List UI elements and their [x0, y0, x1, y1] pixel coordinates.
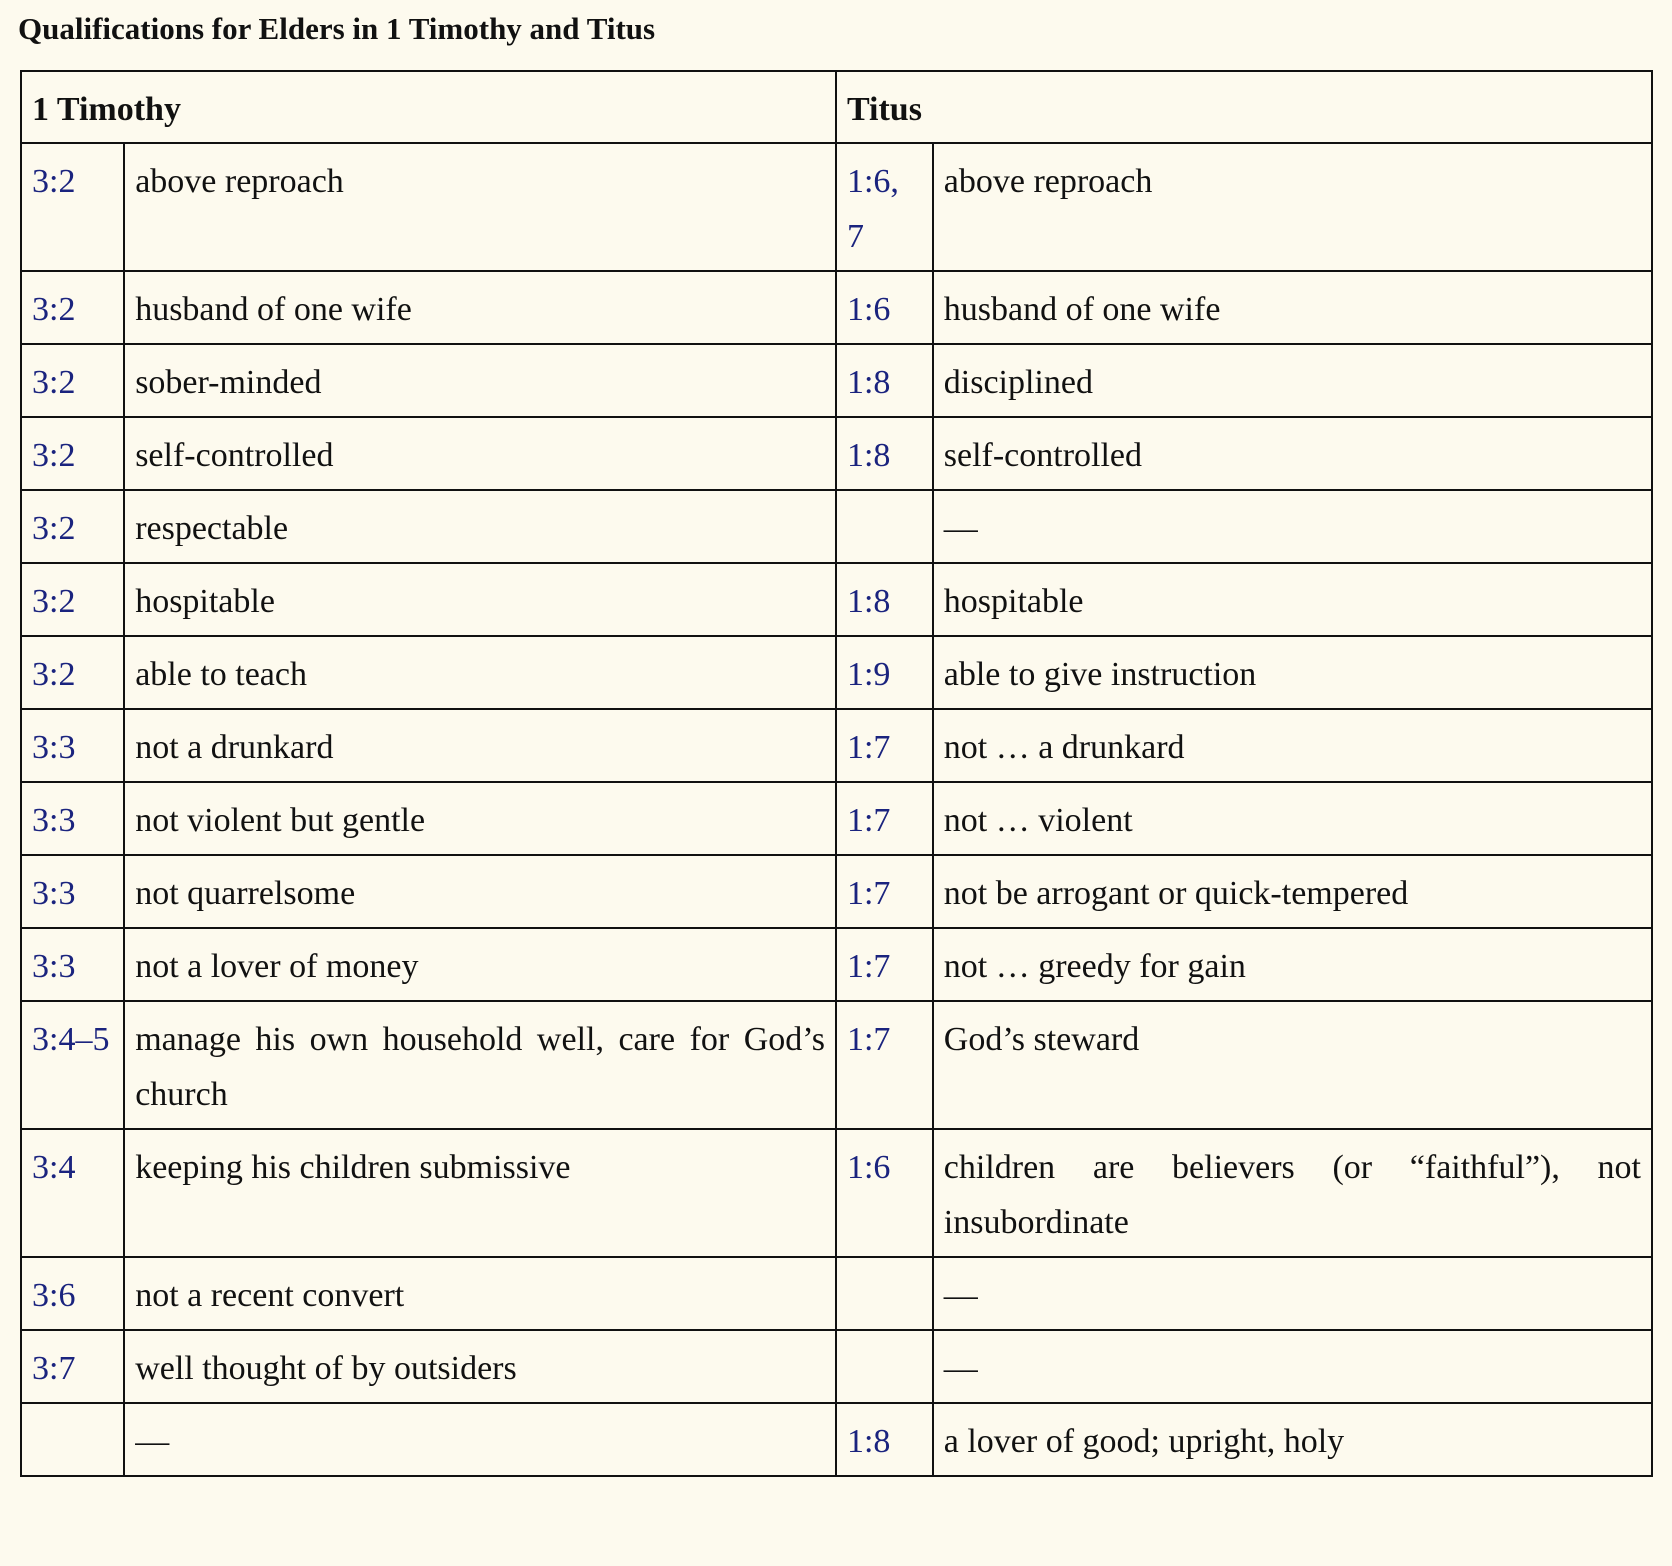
titus-ref-cell: [836, 1129, 933, 1257]
timothy-qualification-cell: keeping his children submissive: [124, 1129, 836, 1257]
timothy-ref-cell: [21, 143, 124, 271]
table-row: [21, 143, 1652, 271]
timothy-ref-cell: [21, 1330, 124, 1403]
timothy-qualification-cell: able to teach: [124, 636, 836, 709]
titus-qualification-cell: hospitable: [933, 563, 1652, 636]
titus-qualification-cell: —: [933, 490, 1652, 563]
titus-ref-cell: [836, 1403, 933, 1476]
timothy-ref-cell: [21, 344, 124, 417]
table-row: [21, 782, 1652, 855]
verse-reference-link[interactable]: 1:8: [846, 364, 891, 401]
verse-reference-link[interactable]: 3:2: [32, 656, 76, 693]
titus-qualification-cell: —: [933, 1330, 1652, 1403]
titus-qualification-cell: not … violent: [933, 782, 1652, 855]
timothy-qualification-cell: above reproach: [124, 143, 836, 271]
verse-reference-link[interactable]: 1:7: [846, 802, 891, 839]
timothy-qualification-cell: not violent but gentle: [124, 782, 836, 855]
timothy-qualification-cell: hospitable: [124, 563, 836, 636]
timothy-qualification-cell: not a recent convert: [124, 1257, 836, 1330]
table-row: [21, 1129, 1652, 1257]
verse-reference-link[interactable]: 1:8: [846, 437, 891, 474]
verse-reference-link[interactable]: 3:2: [32, 510, 76, 547]
timothy-ref-cell: [21, 1403, 124, 1476]
timothy-ref-cell: [21, 417, 124, 490]
verse-reference-link[interactable]: 3:2: [32, 583, 76, 620]
timothy-qualification-cell: not quarrelsome: [124, 855, 836, 928]
titus-qualification-cell: —: [933, 1257, 1652, 1330]
verse-reference-link[interactable]: 1:7: [846, 948, 891, 985]
timothy-qualification-cell: not a drunkard: [124, 709, 836, 782]
verse-reference-link[interactable]: 3:4–5: [32, 1021, 110, 1058]
timothy-qualification-cell: not a lover of money: [124, 928, 836, 1001]
titus-ref-cell: [836, 1257, 933, 1330]
titus-ref-cell: [836, 855, 933, 928]
titus-qualification-cell: not … greedy for gain: [933, 928, 1652, 1001]
verse-reference-link[interactable]: 3:4: [32, 1149, 76, 1186]
verse-reference-link[interactable]: 3:3: [32, 802, 76, 839]
table-row: [21, 855, 1652, 928]
verse-reference-link[interactable]: 1:8: [846, 583, 891, 620]
timothy-ref-cell: [21, 1001, 124, 1129]
table-body: [21, 143, 1652, 1476]
verse-reference-link[interactable]: 3:6: [32, 1277, 76, 1314]
timothy-ref-cell: [21, 782, 124, 855]
titus-qualification-cell: children are believers (or “faithful”), not insubordinate: [933, 1129, 1652, 1257]
timothy-qualification-cell: respectable: [124, 490, 836, 563]
verse-reference-link[interactable]: 1:6, 7: [846, 163, 899, 255]
titus-qualification-cell: disciplined: [933, 344, 1652, 417]
verse-reference-link[interactable]: 3:3: [32, 948, 76, 985]
verse-reference-link[interactable]: 1:9: [846, 656, 891, 693]
titus-ref-cell: [836, 928, 933, 1001]
verse-reference-link[interactable]: 3:7: [32, 1350, 76, 1387]
table-caption: Qualifications for Elders in 1 Timothy and Titus: [18, 11, 656, 46]
timothy-ref-cell: [21, 1129, 124, 1257]
verse-reference-link[interactable]: 1:6: [846, 1149, 891, 1186]
verse-reference-link[interactable]: 1:7: [846, 729, 891, 766]
table-row: [21, 1001, 1652, 1129]
titus-ref-cell: [836, 782, 933, 855]
titus-ref-cell: [836, 709, 933, 782]
titus-ref-cell: [836, 417, 933, 490]
verse-reference-link[interactable]: 1:7: [846, 875, 891, 912]
titus-ref-cell: [836, 563, 933, 636]
verse-reference-link[interactable]: 3:2: [32, 163, 76, 200]
verse-reference-link[interactable]: 3:3: [32, 875, 76, 912]
titus-ref-cell: [836, 143, 933, 271]
verse-reference-link[interactable]: 1:6: [846, 291, 891, 328]
verse-reference-link[interactable]: 1:7: [846, 1021, 891, 1058]
verse-reference-link[interactable]: 3:2: [32, 291, 76, 328]
timothy-ref-cell: [21, 709, 124, 782]
titus-ref-cell: [836, 344, 933, 417]
titus-ref-cell: [836, 490, 933, 563]
table-row: [21, 344, 1652, 417]
titus-qualification-cell: not … a drunkard: [933, 709, 1652, 782]
header-row: [21, 71, 1652, 143]
timothy-qualification-cell: well thought of by outsiders: [124, 1330, 836, 1403]
titus-qualification-cell: a lover of good; upright, holy: [933, 1403, 1652, 1476]
table-row: [21, 563, 1652, 636]
table-row: [21, 636, 1652, 709]
timothy-ref-cell: [21, 636, 124, 709]
titus-ref-cell: [836, 1001, 933, 1129]
timothy-qualification-cell: sober-minded: [124, 344, 836, 417]
table-row: [21, 709, 1652, 782]
timothy-qualification-cell: husband of one wife: [124, 271, 836, 344]
timothy-qualification-cell: —: [124, 1403, 836, 1476]
timothy-ref-cell: [21, 1257, 124, 1330]
timothy-ref-cell: [21, 928, 124, 1001]
titus-qualification-cell: self-controlled: [933, 417, 1652, 490]
timothy-ref-cell: [21, 855, 124, 928]
table-row: [21, 1403, 1652, 1476]
timothy-ref-cell: [21, 271, 124, 344]
table-row: [21, 271, 1652, 344]
titus-ref-cell: [836, 1330, 933, 1403]
qualifications-table: [20, 70, 1653, 1477]
timothy-ref-cell: [21, 563, 124, 636]
timothy-qualification-cell: self-controlled: [124, 417, 836, 490]
titus-ref-cell: [836, 271, 933, 344]
verse-reference-link[interactable]: 3:2: [32, 364, 76, 401]
header-1-timothy: 1 Timothy: [21, 71, 836, 143]
table-row: [21, 1330, 1652, 1403]
table-row: [21, 928, 1652, 1001]
timothy-ref-cell: [21, 490, 124, 563]
titus-qualification-cell: not be arrogant or quick-tempered: [933, 855, 1652, 928]
table-row: [21, 490, 1652, 563]
verse-reference-link[interactable]: 3:2: [32, 437, 76, 474]
timothy-qualification-cell: manage his own household well, care for God’s church: [124, 1001, 836, 1129]
titus-qualification-cell: able to give instruction: [933, 636, 1652, 709]
titus-qualification-cell: above reproach: [933, 143, 1652, 271]
table-row: [21, 1257, 1652, 1330]
titus-ref-cell: [836, 636, 933, 709]
table-row: [21, 417, 1652, 490]
verse-reference-link[interactable]: 3:3: [32, 729, 76, 766]
titus-qualification-cell: God’s steward: [933, 1001, 1652, 1129]
verse-reference-link[interactable]: 1:8: [846, 1423, 891, 1460]
header-titus: Titus: [836, 71, 1652, 143]
titus-qualification-cell: husband of one wife: [933, 271, 1652, 344]
